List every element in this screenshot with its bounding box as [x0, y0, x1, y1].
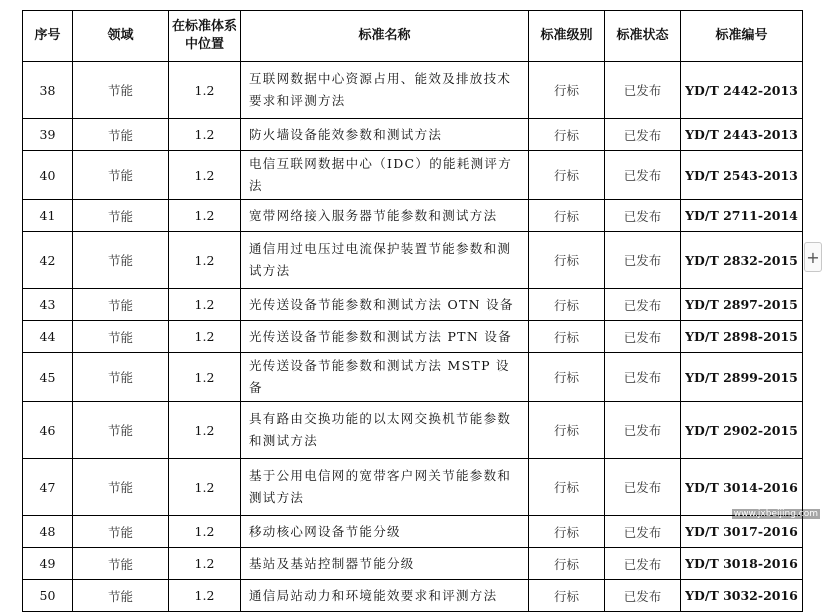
- row-level-cell: 行标: [529, 516, 605, 548]
- row-level-cell: 行标: [529, 119, 605, 151]
- row-code-cell: YD/T 2711-2014: [681, 200, 803, 232]
- row-level-cell: 行标: [529, 200, 605, 232]
- row-status-cell: 已发布: [605, 402, 681, 459]
- row-standard-name-cell: 基站及基站控制器节能分级: [241, 548, 529, 580]
- row-level-cell: 行标: [529, 151, 605, 200]
- table-body: [23, 62, 803, 612]
- row-code-cell: YD/T 2898-2015: [681, 321, 803, 353]
- row-standard-name-cell: 移动核心网设备节能分级: [241, 516, 529, 548]
- row-level-cell: 行标: [529, 402, 605, 459]
- row-index-cell: 42: [23, 232, 73, 289]
- row-code-cell: YD/T 2543-2013: [681, 151, 803, 200]
- table-row: [23, 321, 803, 353]
- row-position-cell: 1.2: [169, 289, 241, 321]
- row-standard-name-cell: 通信局站动力和环境能效要求和评测方法: [241, 580, 529, 612]
- row-status-cell: 已发布: [605, 548, 681, 580]
- row-level-cell: 行标: [529, 548, 605, 580]
- table-row: [23, 289, 803, 321]
- row-index-cell: 46: [23, 402, 73, 459]
- table-row: [23, 232, 803, 289]
- table-row: [23, 353, 803, 402]
- row-position-cell: 1.2: [169, 353, 241, 402]
- row-code-cell: YD/T 3032-2016: [681, 580, 803, 612]
- row-index-cell: 39: [23, 119, 73, 151]
- row-status-cell: 已发布: [605, 200, 681, 232]
- row-index-cell: 47: [23, 459, 73, 516]
- row-index-cell: 45: [23, 353, 73, 402]
- row-level-cell: 行标: [529, 321, 605, 353]
- header-standard-name: 标准名称: [241, 11, 529, 62]
- row-field-cell: 节能: [73, 353, 169, 402]
- row-position-cell: 1.2: [169, 119, 241, 151]
- standards-table: [22, 10, 803, 612]
- table-row: [23, 459, 803, 516]
- row-position-cell: 1.2: [169, 402, 241, 459]
- row-level-cell: 行标: [529, 353, 605, 402]
- row-field-cell: 节能: [73, 321, 169, 353]
- row-level-cell: 行标: [529, 580, 605, 612]
- row-status-cell: 已发布: [605, 353, 681, 402]
- row-status-cell: 已发布: [605, 151, 681, 200]
- row-index-cell: 50: [23, 580, 73, 612]
- row-standard-name-cell: 防火墙设备能效参数和测试方法: [241, 119, 529, 151]
- row-status-cell: 已发布: [605, 321, 681, 353]
- row-level-cell: 行标: [529, 459, 605, 516]
- row-standard-name-cell: 电信互联网数据中心（IDC）的能耗测评方法: [241, 151, 529, 200]
- row-field-cell: 节能: [73, 289, 169, 321]
- row-field-cell: 节能: [73, 151, 169, 200]
- watermark: www.jxbeijing.com: [733, 509, 818, 519]
- row-index-cell: 38: [23, 62, 73, 119]
- table-row: [23, 119, 803, 151]
- row-field-cell: 节能: [73, 200, 169, 232]
- row-status-cell: 已发布: [605, 516, 681, 548]
- row-position-cell: 1.2: [169, 200, 241, 232]
- row-field-cell: 节能: [73, 62, 169, 119]
- row-position-cell: 1.2: [169, 548, 241, 580]
- table-row: [23, 62, 803, 119]
- row-standard-name-cell: 具有路由交换功能的以太网交换机节能参数和测试方法: [241, 402, 529, 459]
- header-standard-status: 标准状态: [605, 11, 681, 62]
- row-standard-name-cell: 互联网数据中心资源占用、能效及排放技术要求和评测方法: [241, 62, 529, 119]
- row-standard-name-cell: 基于公用电信网的宽带客户网关节能参数和测试方法: [241, 459, 529, 516]
- row-position-cell: 1.2: [169, 62, 241, 119]
- row-standard-name-cell: 光传送设备节能参数和测试方法 MSTP 设备: [241, 353, 529, 402]
- row-code-cell: YD/T 3017-2016: [681, 516, 803, 548]
- row-position-cell: 1.2: [169, 321, 241, 353]
- header-standard-level: 标准级别: [529, 11, 605, 62]
- row-code-cell: YD/T 2899-2015: [681, 353, 803, 402]
- row-field-cell: 节能: [73, 548, 169, 580]
- row-standard-name-cell: 宽带网络接入服务器节能参数和测试方法: [241, 200, 529, 232]
- header-standard-code: 标准编号: [681, 11, 803, 62]
- row-level-cell: 行标: [529, 62, 605, 119]
- row-standard-name-cell: 通信用过电压过电流保护装置节能参数和测试方法: [241, 232, 529, 289]
- row-position-cell: 1.2: [169, 232, 241, 289]
- row-index-cell: 41: [23, 200, 73, 232]
- row-code-cell: YD/T 2443-2013: [681, 119, 803, 151]
- row-index-cell: 48: [23, 516, 73, 548]
- row-status-cell: 已发布: [605, 62, 681, 119]
- row-field-cell: 节能: [73, 580, 169, 612]
- row-status-cell: 已发布: [605, 580, 681, 612]
- standards-table-container: [22, 10, 802, 604]
- row-position-cell: 1.2: [169, 516, 241, 548]
- row-index-cell: 44: [23, 321, 73, 353]
- row-field-cell: 节能: [73, 402, 169, 459]
- row-field-cell: 节能: [73, 516, 169, 548]
- row-code-cell: YD/T 3014-2016: [681, 459, 803, 516]
- header-position: 在标准体系中位置: [169, 11, 241, 62]
- row-status-cell: 已发布: [605, 289, 681, 321]
- row-code-cell: YD/T 2902-2015: [681, 402, 803, 459]
- table-row: [23, 151, 803, 200]
- row-code-cell: YD/T 2832-2015: [681, 232, 803, 289]
- row-status-cell: 已发布: [605, 232, 681, 289]
- row-standard-name-cell: 光传送设备节能参数和测试方法 PTN 设备: [241, 321, 529, 353]
- table-row: [23, 548, 803, 580]
- row-status-cell: 已发布: [605, 459, 681, 516]
- header-field: 领域: [73, 11, 169, 62]
- row-position-cell: 1.2: [169, 151, 241, 200]
- row-status-cell: 已发布: [605, 119, 681, 151]
- row-index-cell: 49: [23, 548, 73, 580]
- table-row: [23, 516, 803, 548]
- row-code-cell: YD/T 2442-2013: [681, 62, 803, 119]
- add-button[interactable]: +: [804, 242, 822, 272]
- row-field-cell: 节能: [73, 119, 169, 151]
- row-index-cell: 43: [23, 289, 73, 321]
- row-position-cell: 1.2: [169, 459, 241, 516]
- row-position-cell: 1.2: [169, 580, 241, 612]
- table-row: [23, 580, 803, 612]
- row-level-cell: 行标: [529, 232, 605, 289]
- table-row: [23, 402, 803, 459]
- table-row: [23, 200, 803, 232]
- row-field-cell: 节能: [73, 232, 169, 289]
- header-row: [23, 11, 803, 62]
- row-code-cell: YD/T 3018-2016: [681, 548, 803, 580]
- header-index: 序号: [23, 11, 73, 62]
- row-field-cell: 节能: [73, 459, 169, 516]
- row-index-cell: 40: [23, 151, 73, 200]
- row-code-cell: YD/T 2897-2015: [681, 289, 803, 321]
- row-level-cell: 行标: [529, 289, 605, 321]
- row-standard-name-cell: 光传送设备节能参数和测试方法 OTN 设备: [241, 289, 529, 321]
